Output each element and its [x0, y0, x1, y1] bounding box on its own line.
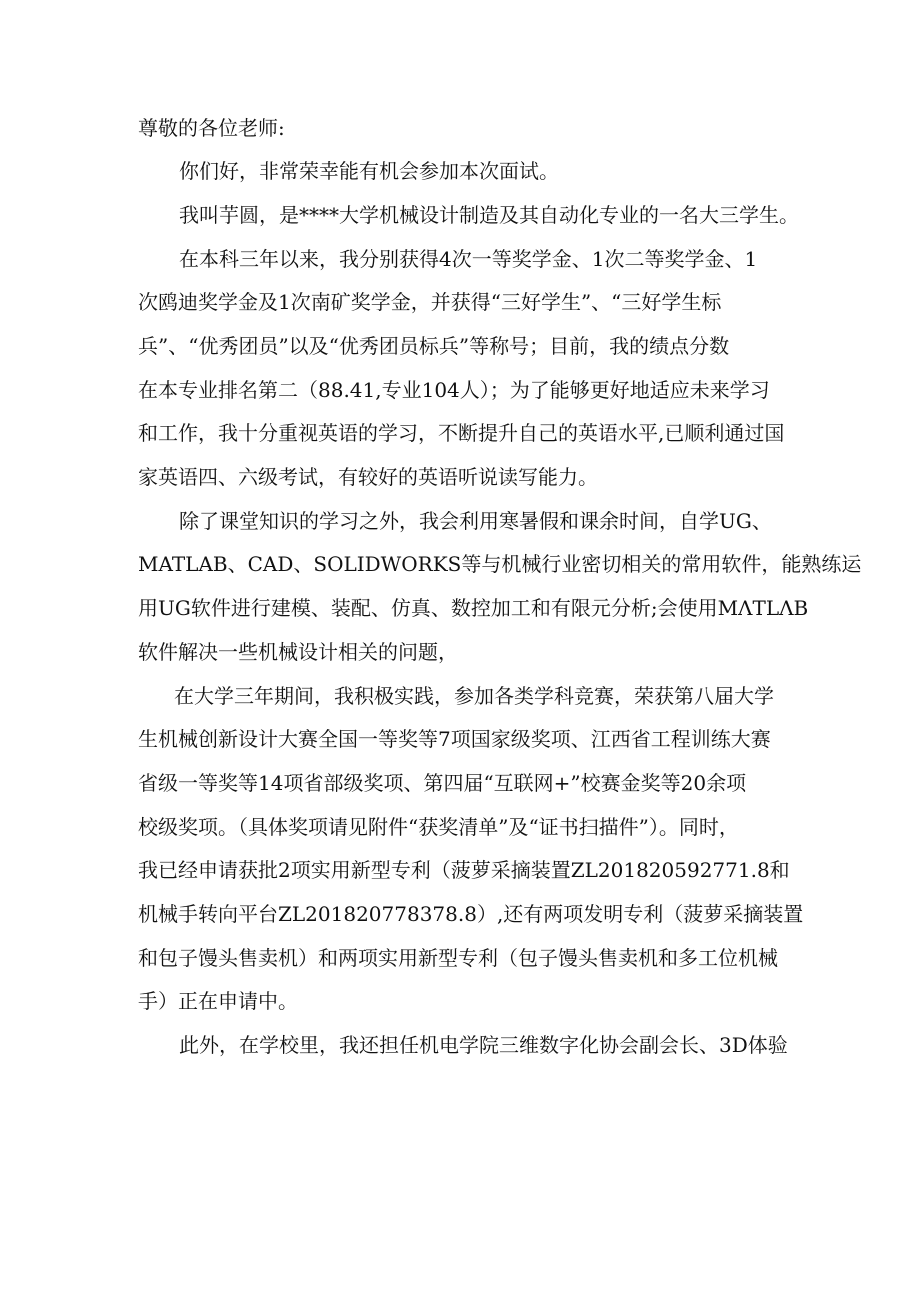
paragraph-line: 手）正在申请中。 [138, 989, 298, 1013]
paragraph-line: 此外，在学校里，我还担任机电学院三维数字化协会副会长、3D体验 [179, 1033, 788, 1057]
paragraph-line: 和包子馒头售卖机）和两项实用新型专利（包子馒头售卖机和多工位机械 [138, 946, 778, 970]
paragraph-line: 在本科三年以来，我分别获得4次一等奖学金、1次二等奖学金、1 [179, 247, 758, 271]
paragraph-line: 和工作，我十分重视英语的学习，不断提升自己的英语水平,已顺利通过国 [138, 421, 785, 445]
paragraph-line: 校级奖项。（具体奖项请见附件“获奖清单”及“证书扫描件”）。同时， [138, 815, 739, 839]
paragraph-line: 生机械创新设计大赛全国一等奖等7项国家级奖项、江西省工程训练大赛 [138, 727, 771, 751]
paragraph-line: 次鸥迪奖学金及1次南矿奖学金，并获得“三好学生”、“三好学生标 [138, 290, 722, 314]
paragraph-line: 除了课堂知识的学习之外，我会利用寒暑假和课余时间，自学UG、 [179, 509, 772, 533]
paragraph-line: 省级一等奖等14项省部级奖项、第四届“互联网+”校赛金奖等20余项 [138, 771, 747, 795]
paragraph-line: 在大学三年期间，我积极实践，参加各类学科竞赛，荣获第八届大学 [174, 684, 774, 708]
intro-line: 我叫芋圆，是****大学机械设计制造及其自动化专业的一名大三学生。 [179, 203, 799, 227]
paragraph-line: 我已经申请获批2项实用新型专利（菠萝采摘装置ZL201820592771.8和 [138, 858, 790, 882]
paragraph-line: 在本专业排名第二（88.41,专业104人）；为了能够更好地适应未来学习 [138, 378, 770, 402]
salutation: 尊敬的各位老师: [138, 116, 285, 140]
paragraph-line: 软件解决一些机械设计相关的问题， [138, 640, 458, 664]
paragraph-line: 兵”、“优秀团员”以及“优秀团员标兵”等称号；目前，我的绩点分数 [138, 334, 730, 358]
paragraph-line: MATLAB、CAD、SOLIDWORKS等与机械行业密切相关的常用软件，能熟练运 [138, 552, 862, 576]
paragraph-line: 机械手转向平台ZL201820778378.8）,还有两项发明专利（菠萝采摘装置 [138, 902, 804, 926]
paragraph-line: 用UG软件进行建模、装配、仿真、数控加工和有限元分析;会使用MΛTLΛB [138, 596, 809, 620]
paragraph-line: 家英语四、六级考试，有较好的英语听说读写能力。 [138, 465, 598, 489]
greeting-line: 你们好，非常荣幸能有机会参加本次面试。 [179, 159, 559, 183]
